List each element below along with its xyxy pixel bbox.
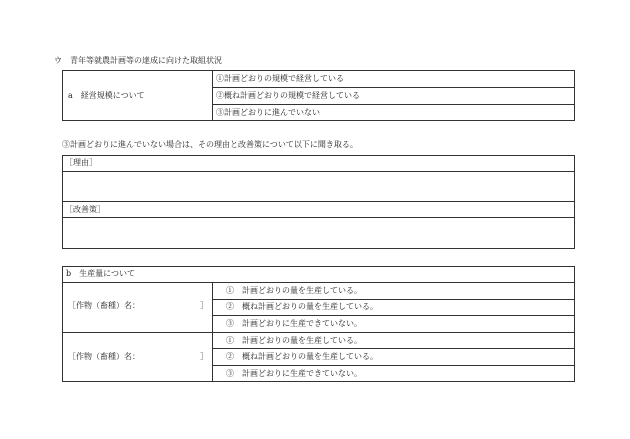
scale-label: a 経営規模について: [68, 91, 145, 100]
crop2-option-2[interactable]: ② 概ね計画どおりの量を生産している。: [226, 352, 378, 361]
crop2-close-bracket: ］: [200, 352, 208, 361]
reason-input-area[interactable]: [63, 172, 574, 200]
crop1-name-input[interactable]: [142, 298, 200, 312]
production-header-divider: [62, 282, 575, 283]
crop1-option-3[interactable]: ③ 計画どおりに生産できていない。: [226, 319, 362, 328]
production-row-divider: [62, 332, 575, 333]
crop1-close-bracket: ］: [200, 301, 208, 310]
crop2-option-divider-2: [212, 365, 575, 366]
crop2-option-divider-1: [212, 348, 575, 349]
scale-option-1[interactable]: ①計画どおりの規模で経営している: [216, 74, 344, 83]
reason-label: ［理由］: [65, 158, 97, 167]
scale-table-divider: [212, 70, 213, 121]
crop2-option-3[interactable]: ③ 計画どおりに生産できていない。: [226, 369, 362, 378]
production-header: b 生産量について: [66, 269, 135, 278]
scale-row-divider-2: [212, 104, 575, 105]
reason-improvement-divider: [62, 201, 575, 202]
crop1-option-divider-1: [212, 299, 575, 300]
crop2-name-label: ［作物（畜種）名：: [68, 352, 140, 361]
crop1-option-divider-2: [212, 315, 575, 316]
scale-option-3[interactable]: ③計画どおりに進んでいない: [216, 108, 320, 117]
section-title: ウ 青年等就農計画等の達成に向けた取組状況: [54, 56, 222, 65]
follow-up-note: ③計画どおりに進んでいない場合は、その理由と改善策について以下に聞き取る。: [62, 140, 358, 149]
crop1-option-2[interactable]: ② 概ね計画どおりの量を生産している。: [226, 302, 378, 311]
improvement-label: ［改善策］: [65, 205, 105, 214]
crop1-option-1[interactable]: ① 計画どおりの量を生産している。: [226, 286, 362, 295]
crop2-option-1[interactable]: ① 計画どおりの量を生産している。: [226, 336, 362, 345]
scale-row-divider-1: [212, 87, 575, 88]
crop1-name-label: ［作物（畜種）名：: [68, 301, 140, 310]
crop2-name-input[interactable]: [142, 349, 200, 363]
improvement-input-area[interactable]: [63, 218, 574, 248]
scale-option-2[interactable]: ②概ね計画どおりの規模で経営している: [216, 91, 360, 100]
